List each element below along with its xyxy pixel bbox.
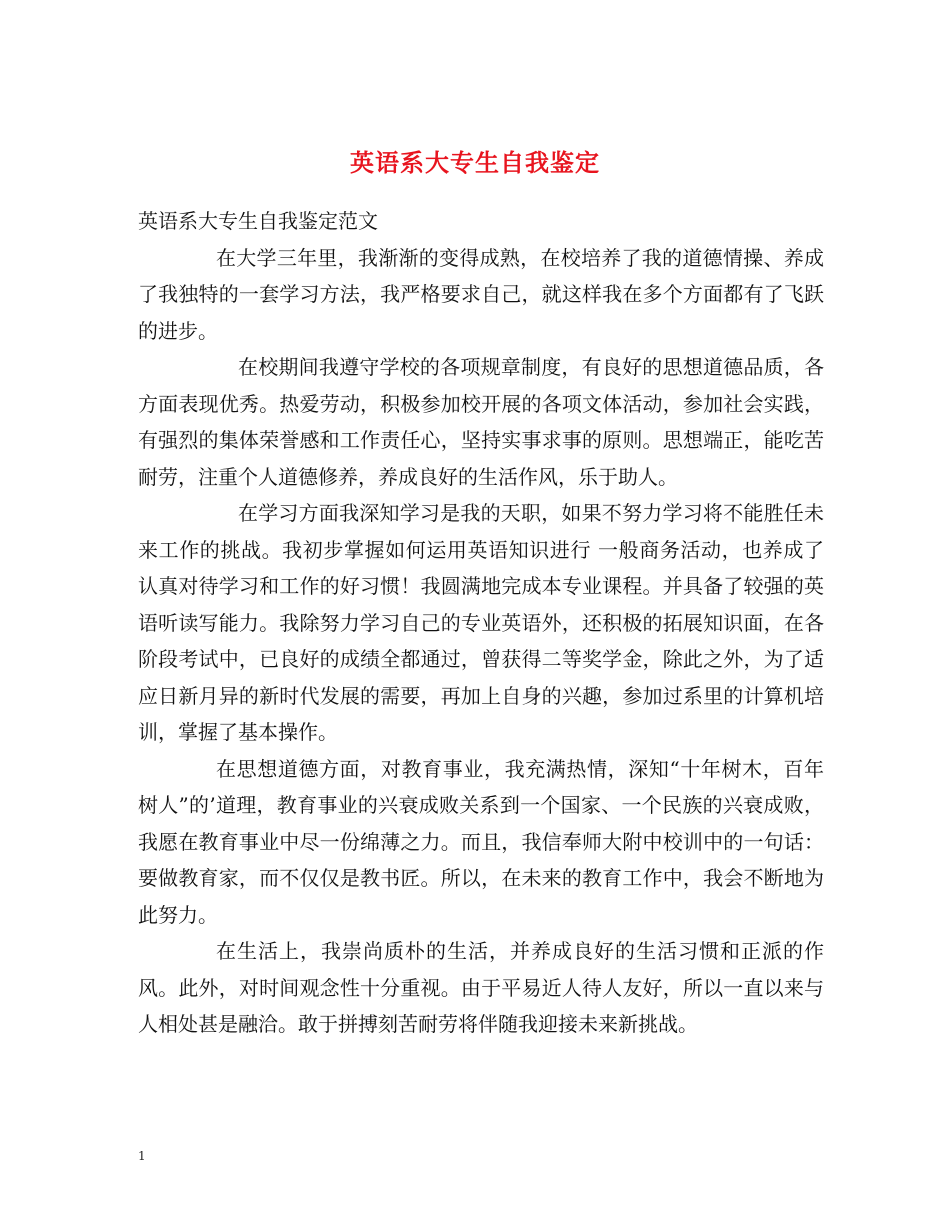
page-number: 1 bbox=[138, 1149, 146, 1163]
paragraph-2: 在校期间我遵守学校的各项规章制度，有良好的思想道德品质，各方面表现优秀。热爱劳动，积极参加校开展的各项文体活动，参加社会实践，有强烈的集体荣誉感和工作责任心，坚持实事求事的原则。思想端正，能吃苦耐劳，注重个人道德修养，养成良好的生活作风，乐于助人。 bbox=[138, 355, 824, 489]
document-body bbox=[138, 203, 824, 1043]
paragraph-3: 在学习方面我深知学习是我的天职，如果不努力学习将不能胜任未来工作的挑战。我初步掌握如何运用英语知识进行 一般商务活动，也养成了认真对待学习和工作的好习惯！我圆满地完成本专业课程。并具备了较强的英语听读写能力。我除努力学习自己的专业英语外，还积极的拓展知识面，在各阶段考试中，已良好的成绩全都通过，曾获得二等奖学金，除此之外，为了适应日新月异的新时代发展的需要，再加上自身的兴趣，参加过系里的计算机培训，掌握了基本操作。 bbox=[138, 501, 824, 744]
document-title: 英语系大专生自我鉴定 bbox=[350, 148, 600, 178]
paragraph-1: 在大学三年里，我渐渐的变得成熟，在校培养了我的道德情操、养成了我独特的一套学习方法，我严格要求自己，就这样我在多个方面都有了飞跃的进步。 bbox=[138, 245, 824, 343]
paragraph-5: 在生活上，我崇尚质朴的生活，并养成良好的生活习惯和正派的作风。此外，对时间观念性十分重视。由于平易近人待人友好，所以一直以来与人相处甚是融洽。敢于拼搏刻苦耐劳将伴随我迎接未来新挑战。 bbox=[138, 939, 824, 1036]
document-subtitle: 英语系大专生自我鉴定范文 bbox=[138, 209, 378, 233]
paragraph-4: 在思想道德方面，对教育事业，我充满热情，深知“十年树木，百年树人”的’道理，教育事业的兴衰成败关系到一个国家、一个民族的兴衰成败，我愿在教育事业中尽一份绵薄之力。而且，我信奉师大附中校训中的一句话：要做教育家，而不仅仅是教书匠。所以，在未来的教育工作中，我会不断地为此努力。 bbox=[138, 756, 824, 927]
